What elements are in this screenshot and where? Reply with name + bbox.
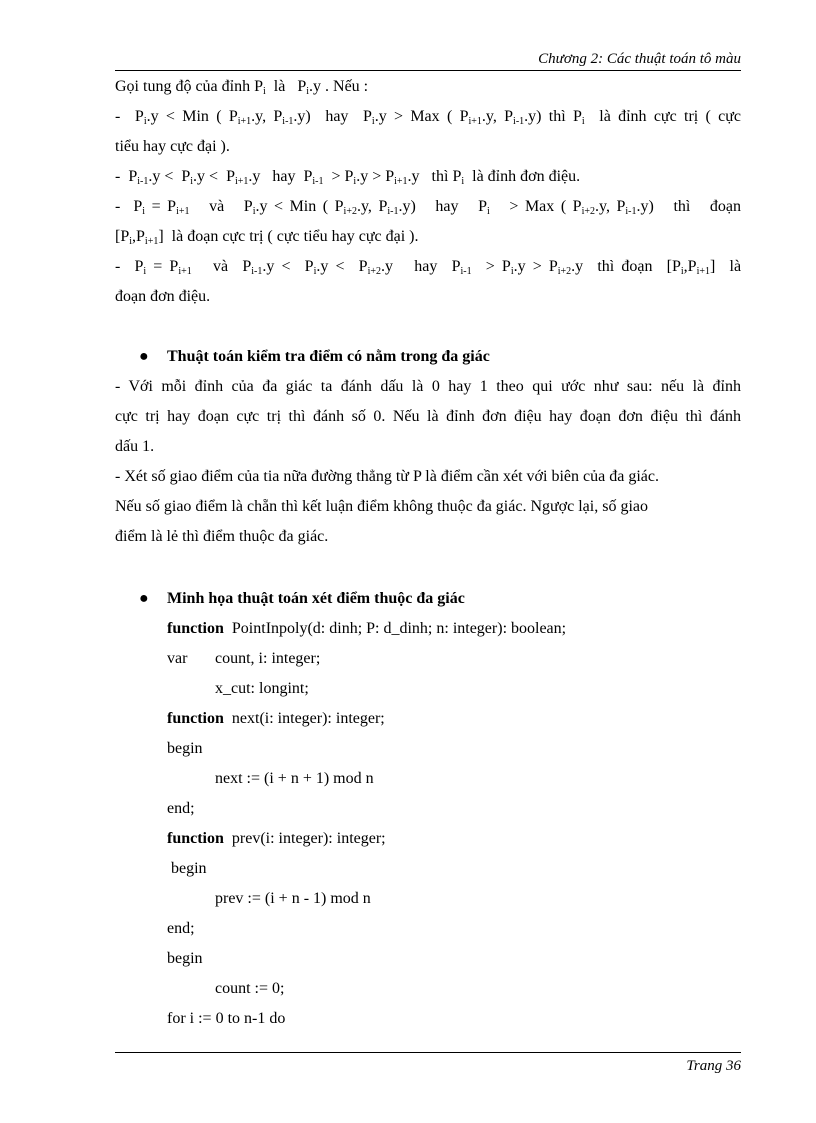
page-number: Trang 36 — [686, 1058, 741, 1074]
code-var-line-2: x_cut: longint; — [215, 680, 309, 697]
bullet-icon: ● — [139, 590, 149, 607]
rule-4-line-1: - $P_i = P_{i+1}$ và $P_{i-1}.y < P_i.y < P_{i+2}.y$ hay $P_{i-1} > P_i.y > P_{i+2}.y$ thì đoạn $[P_i,P_{i+1}]$ là — [115, 258, 742, 277]
bullet-icon: ● — [139, 348, 149, 365]
code-function-prev: function prev(i: integer): integer; — [167, 830, 386, 847]
rule-2: - $P_{i-1}.y < P_i.y < P_{i+1}.y$ hay $P_{i-1} > P_i.y > P_{i+1}.y$ thì $P_i$ là đỉnh đơn điệu. — [115, 168, 581, 187]
header-rule — [115, 70, 741, 71]
code-end-1: end; — [167, 800, 195, 817]
intro-line: Gọi tung độ của đỉnh $P_i$ là $P_i.y$ . Nếu : — [115, 78, 369, 97]
section1-p2-line-2: Nếu số giao điểm là chẵn thì kết luận điểm không thuộc đa giác. Ngược lại, số giao — [115, 498, 648, 515]
section-heading-point-in-polygon: ● Thuật toán kiểm tra điểm có nằm trong đa giác — [115, 342, 741, 372]
page-body — [115, 72, 741, 1034]
section1-p2-line-3: điểm là lẻ thì điểm thuộc đa giác. — [115, 528, 329, 545]
rule-3-line-2: $[P_i,P_{i+1}]$ là đoạn cực trị ( cực tiểu hay cực đại ). — [115, 228, 419, 247]
code-end-2: end; — [167, 920, 195, 937]
section1-p2-line-1: - Xét số giao điểm của tia nữa đường thẳng từ P là điểm cần xét với biên của đa giác. — [115, 468, 659, 485]
rule-1-line-2: tiểu hay cực đại ). — [115, 138, 230, 155]
rule-3-line-1: - $P_i = P_{i+1}$ và $P_i.y$ < Min ( $P_{i+2}.y$, $P_{i-1}.y$) hay $P_i$ > Max ( $P_{i+2}.y$, $P_{i-1}.y$) thì đoạn — [115, 198, 742, 217]
rule-4-line-2: đoạn đơn điệu. — [115, 288, 211, 305]
code-begin-2: begin — [167, 860, 207, 877]
code-begin-1: begin — [167, 740, 203, 757]
code-begin-3: begin — [167, 950, 203, 967]
chapter-header: Chương 2: Các thuật toán tô màu — [538, 51, 741, 67]
code-for-loop: for i := 0 to n-1 do — [167, 1010, 286, 1027]
code-function-pointinpoly: function PointInpoly(d: dinh; P: d_dinh; n: integer): boolean; — [167, 620, 567, 637]
code-var-line-1: var count, i: integer; — [167, 650, 321, 667]
section1-p1-line-1: - Với mỗi đỉnh của đa giác ta đánh dấu là 0 hay 1 theo qui ước như sau: nếu là đỉnh — [115, 378, 741, 395]
code-prev-body: prev := (i + n - 1) mod n — [215, 890, 371, 907]
section1-p1-line-2: cực trị hay đoạn cực trị thì đánh số 0. Nếu là đỉnh đơn điệu hay đoạn đơn điệu thì đánh — [115, 408, 741, 425]
code-function-next: function next(i: integer): integer; — [167, 710, 385, 727]
rule-1-line-1: - $P_i.y$ < Min ( $P_{i+1}.y$, $P_{i-1}.y$) hay $P_i.y$ > Max ( $P_{i+1}.y$, $P_{i-1}.y$) thì $P_i$ là đỉnh cực trị ( cực — [115, 108, 742, 127]
code-count-init: count := 0; — [215, 980, 285, 997]
code-next-body: next := (i + n + 1) mod n — [215, 770, 374, 787]
section1-p1-line-3: dấu 1. — [115, 438, 155, 455]
footer-rule — [115, 1052, 741, 1053]
section-heading-illustration: ● Minh họa thuật toán xét điểm thuộc đa giác — [115, 584, 741, 614]
